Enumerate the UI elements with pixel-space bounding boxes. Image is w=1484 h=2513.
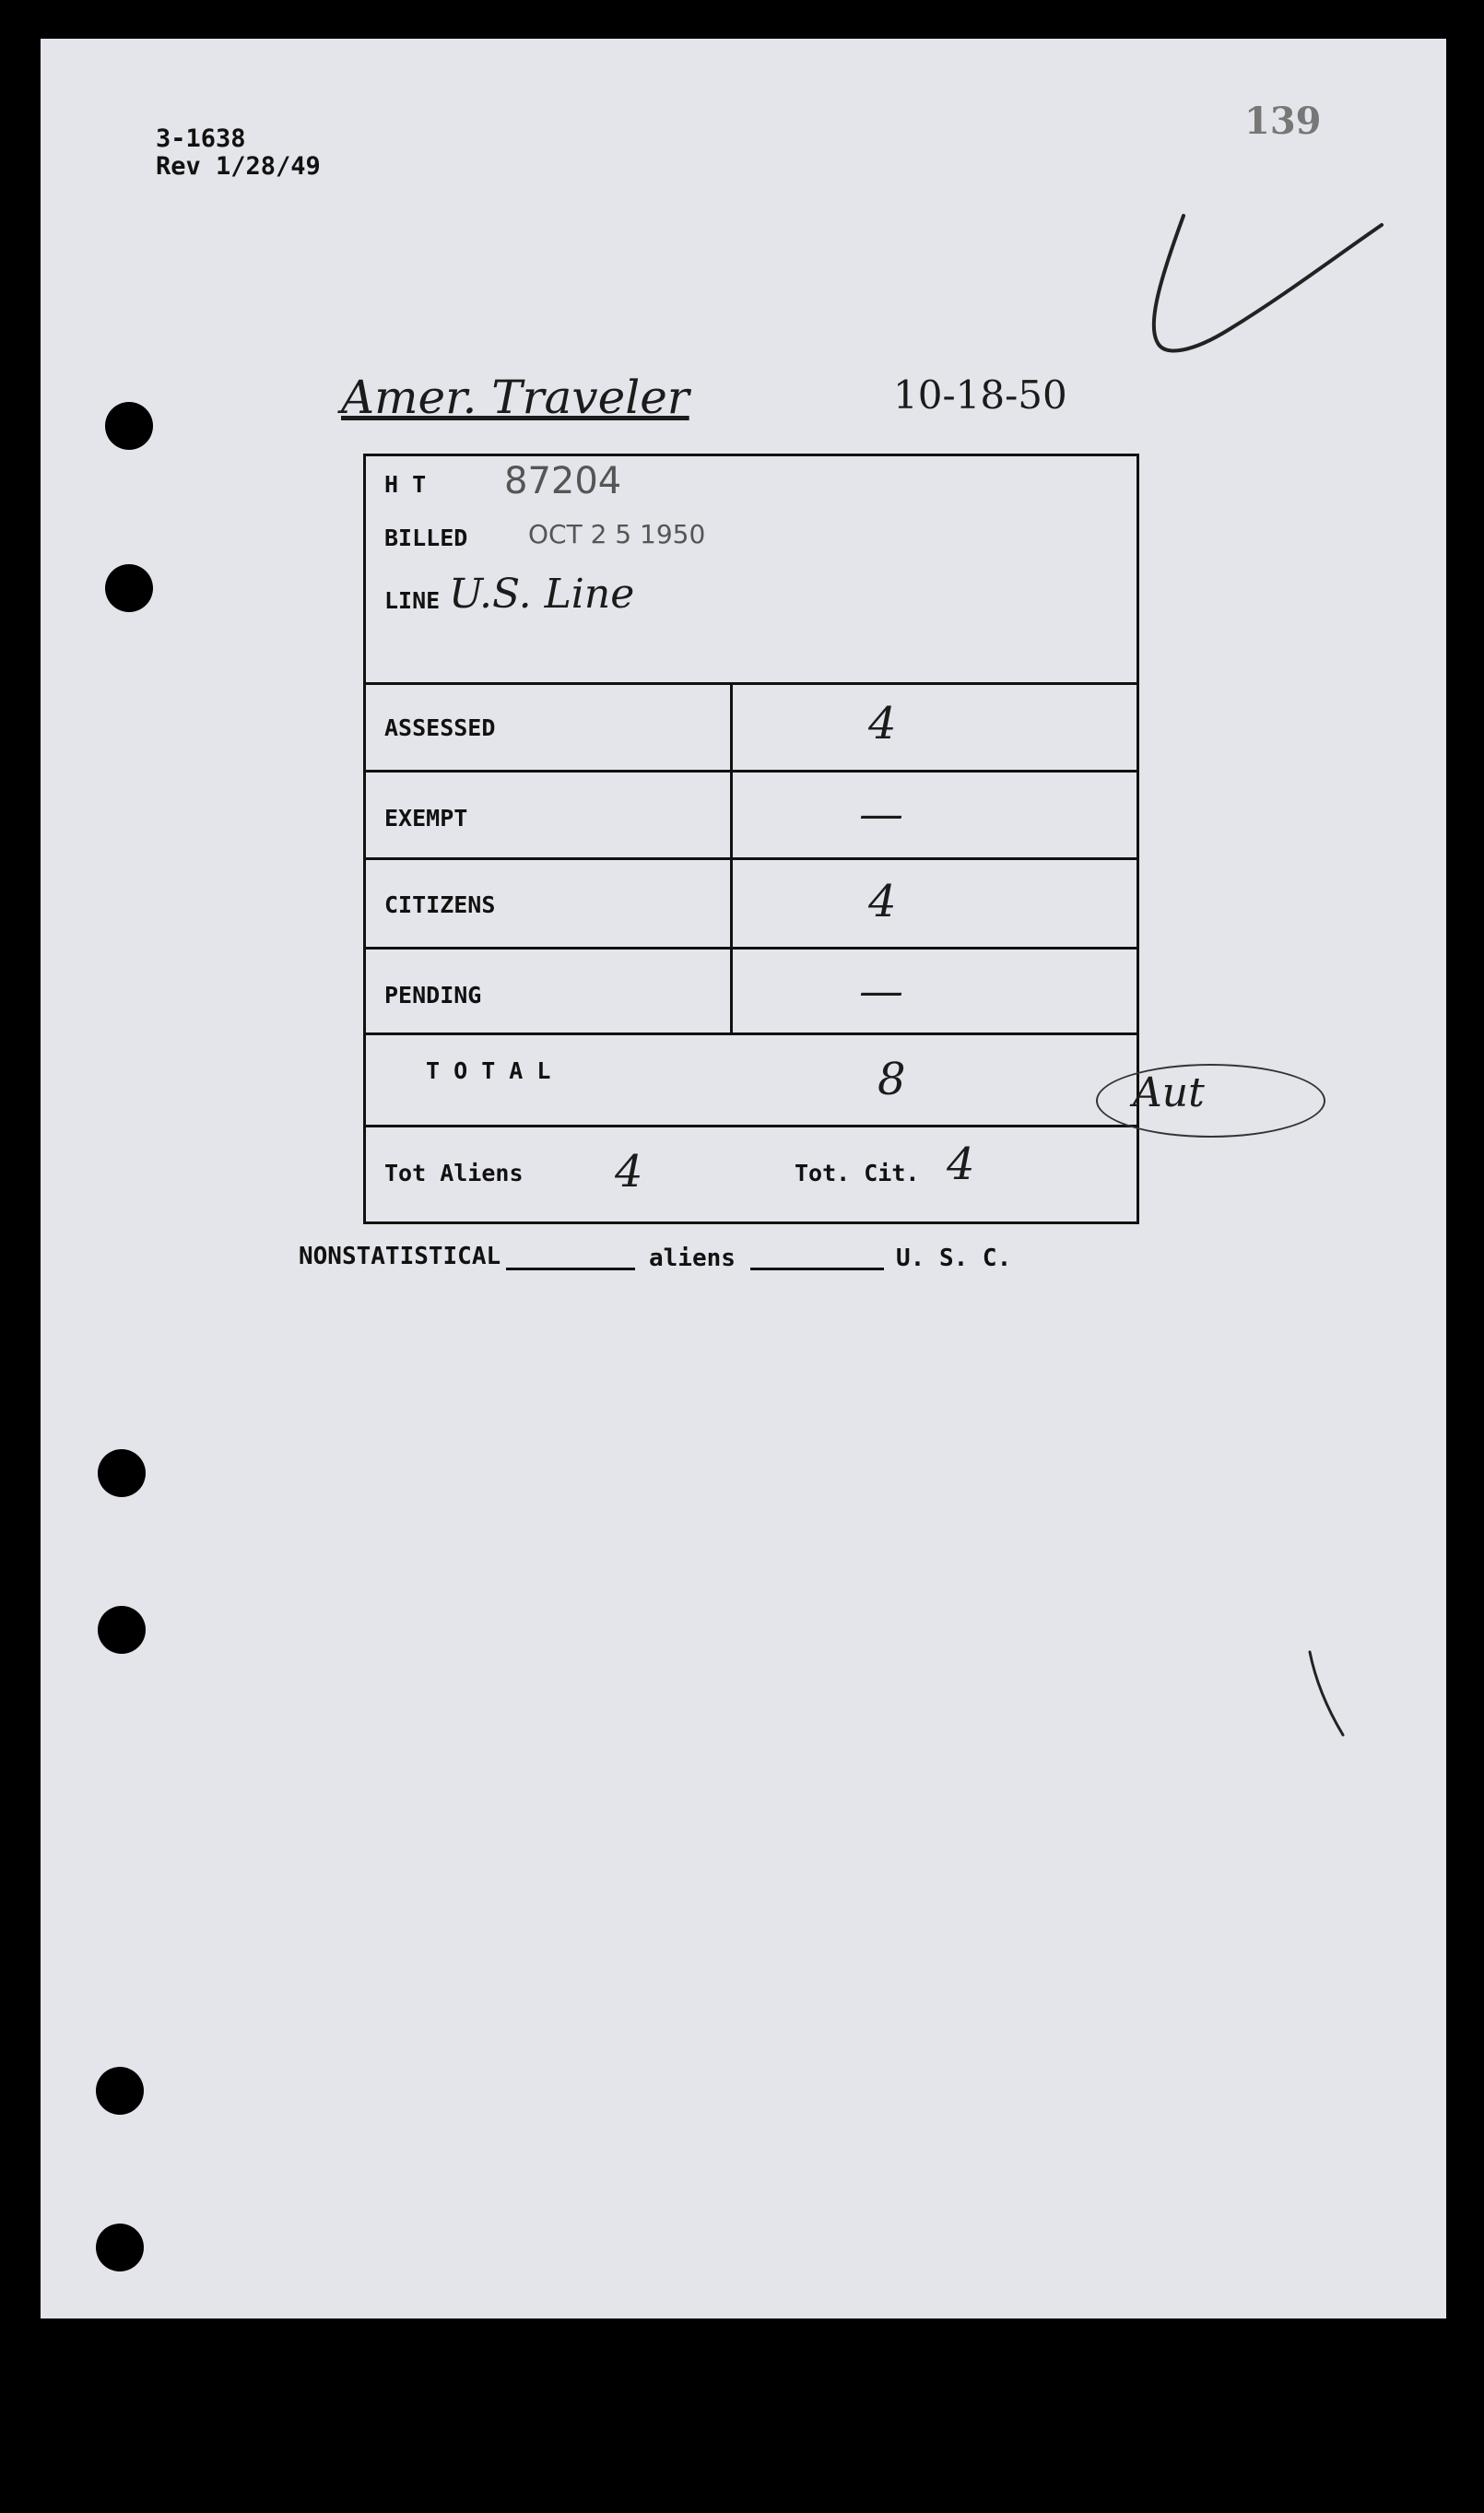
tot-cit-value: 4 bbox=[947, 1139, 975, 1190]
tot-cit-label: Tot. Cit. bbox=[795, 1160, 920, 1186]
ht-label: H T bbox=[384, 471, 427, 498]
punch-hole bbox=[96, 2067, 144, 2115]
page-number: 139 bbox=[1244, 100, 1322, 143]
punch-hole bbox=[105, 402, 153, 450]
nonstatistical-label: NONSTATISTICAL bbox=[299, 1243, 501, 1270]
nonstatistical-blank bbox=[506, 1268, 635, 1270]
punch-hole bbox=[98, 1606, 146, 1654]
document-page bbox=[41, 39, 1446, 2318]
tot-aliens-value: 4 bbox=[615, 1146, 643, 1198]
usc-label: U. S. C. bbox=[896, 1245, 1012, 1272]
punch-hole bbox=[105, 564, 153, 612]
pending-label: PENDING bbox=[384, 982, 482, 1009]
pending-value: — bbox=[859, 965, 903, 1017]
exempt-value: — bbox=[859, 788, 903, 840]
assessed-label: ASSESSED bbox=[384, 714, 496, 741]
billed-label: BILLED bbox=[384, 525, 468, 551]
tot-aliens-label: Tot Aliens bbox=[384, 1160, 524, 1186]
pencil-mark-icon bbox=[1299, 1643, 1354, 1753]
citizens-value: 4 bbox=[868, 876, 897, 927]
assessed-value: 4 bbox=[868, 698, 897, 749]
ht-number: 87204 bbox=[504, 460, 622, 502]
punch-hole bbox=[96, 2224, 144, 2271]
total-label: T O T A L bbox=[426, 1057, 551, 1084]
punch-hole bbox=[98, 1449, 146, 1497]
form-number: 3-1638 bbox=[156, 124, 246, 153]
form-table bbox=[363, 454, 1139, 1224]
billed-date-stamp: OCT 2 5 1950 bbox=[528, 519, 706, 549]
check-mark-icon bbox=[1110, 168, 1396, 389]
total-value: 8 bbox=[877, 1054, 906, 1105]
aliens-label: aliens bbox=[649, 1245, 736, 1272]
line-label: LINE bbox=[384, 587, 441, 614]
line-value: U.S. Line bbox=[449, 571, 635, 618]
usc-blank bbox=[750, 1268, 884, 1270]
initials-text: Aut bbox=[1133, 1069, 1205, 1116]
exempt-label: EXEMPT bbox=[384, 805, 468, 832]
citizens-label: CITIZENS bbox=[384, 891, 496, 918]
record-date: 10-18-50 bbox=[893, 372, 1067, 418]
initials-mark bbox=[1096, 1064, 1325, 1138]
form-revision: Rev 1/28/49 bbox=[156, 152, 321, 181]
vessel-name: Amer. Traveler bbox=[341, 371, 689, 424]
